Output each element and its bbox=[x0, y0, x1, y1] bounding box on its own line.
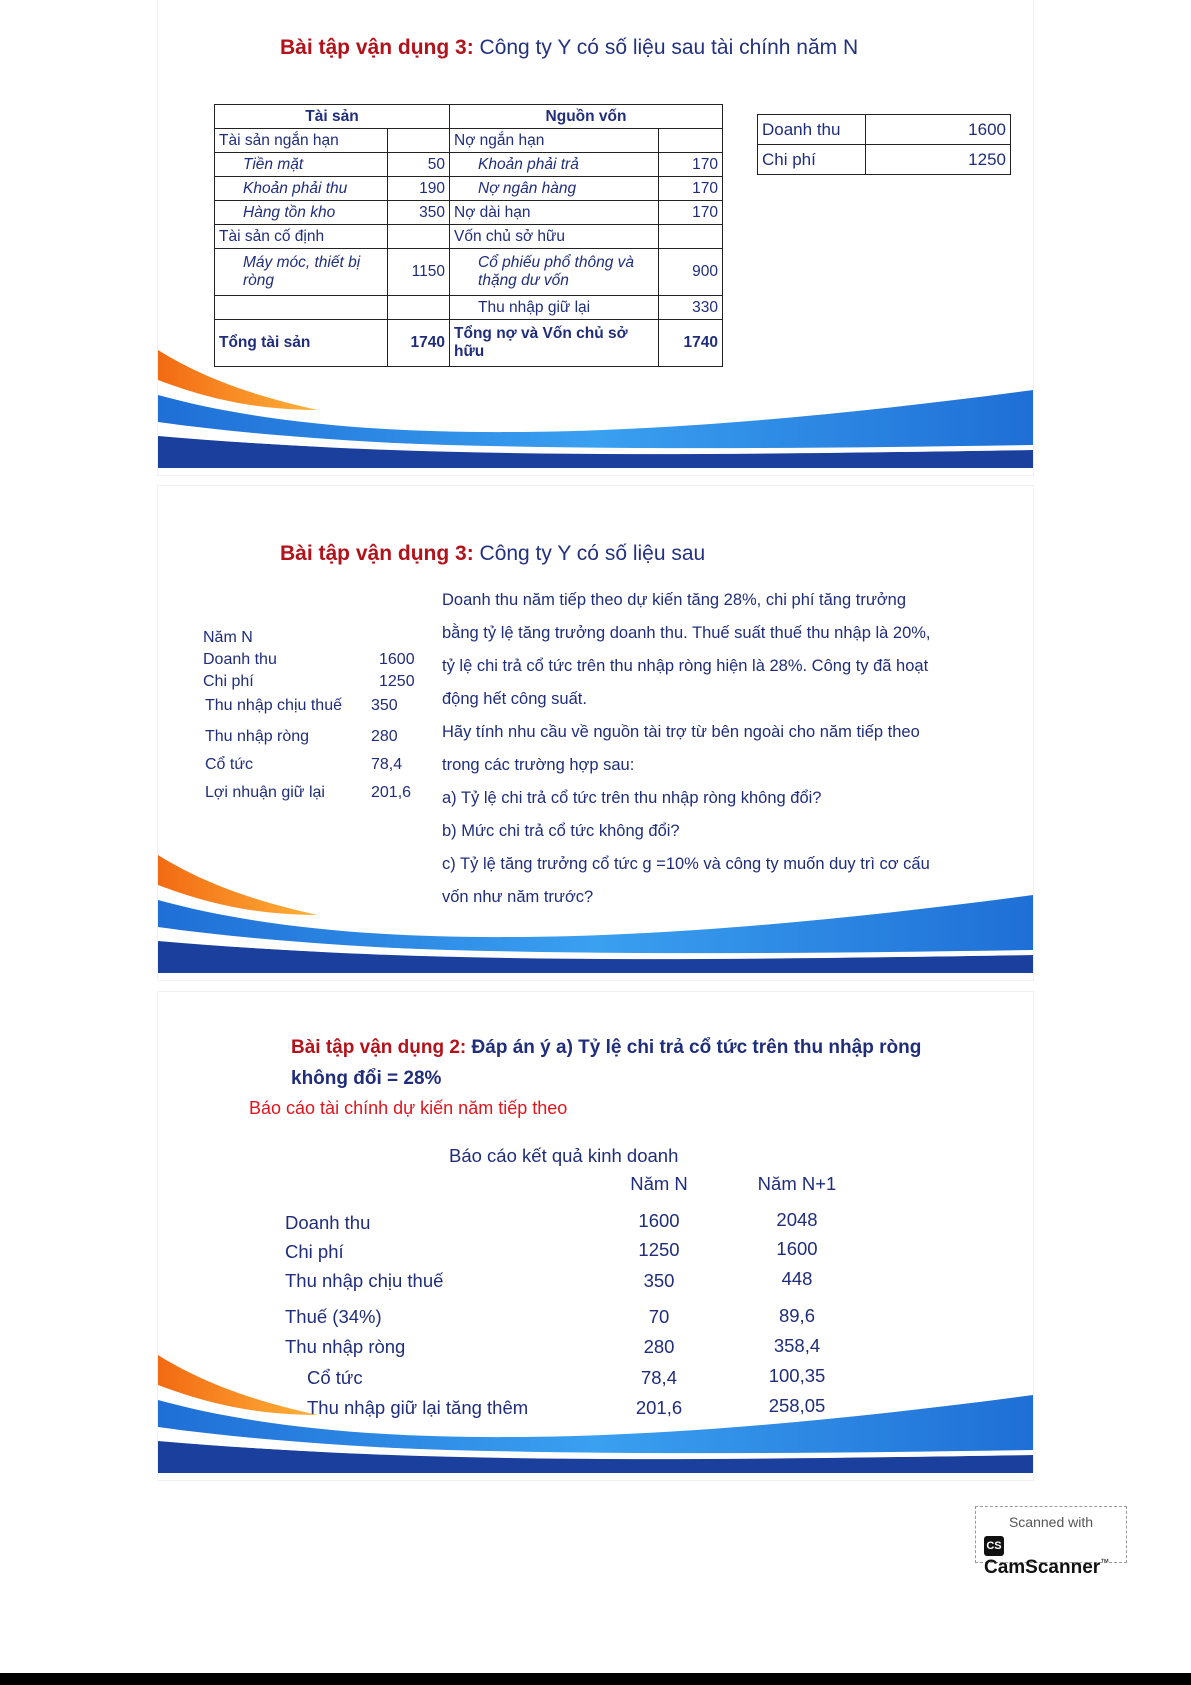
item-label: Cổ tức bbox=[205, 756, 254, 773]
camscanner-logo-icon: CS bbox=[984, 1536, 1004, 1556]
asset-value: 350 bbox=[388, 201, 450, 225]
title-text: Đáp án ý a) Tỷ lệ chi trả cổ tức trên thu nhập ròng bbox=[466, 1037, 922, 1058]
table-row bbox=[215, 249, 723, 296]
source-label: Vốn chủ sở hữu bbox=[450, 225, 659, 249]
asset-value: 50 bbox=[388, 153, 450, 177]
slide-1 bbox=[158, 0, 1033, 475]
row-value-n: 1600 bbox=[638, 1210, 680, 1231]
source-label: Nợ dài hạn bbox=[450, 201, 659, 225]
row-label: Thu nhập chịu thuế bbox=[285, 1270, 444, 1291]
paragraph-line: tỷ lệ chi trả cổ tức trên thu nhập ròng hiện là 28%. Công ty đã hoạt bbox=[442, 657, 929, 675]
asset-value: 190 bbox=[388, 177, 450, 201]
row-value-n: 280 bbox=[643, 1336, 675, 1357]
row-value-n: 70 bbox=[648, 1306, 670, 1327]
table-row bbox=[758, 115, 1011, 145]
source-label: Thu nhập giữ lại bbox=[450, 296, 659, 320]
cost-value: 1250 bbox=[866, 145, 1011, 175]
slide-2 bbox=[158, 486, 1033, 980]
title-text: Công ty Y có số liệu sau bbox=[473, 542, 706, 565]
title-text: Công ty Y có số liệu sau tài chính năm N bbox=[473, 36, 859, 59]
source-value: 330 bbox=[659, 296, 723, 320]
paragraph-line: Doanh thu năm tiếp theo dự kiến tăng 28%, chi phí tăng trưởng bbox=[442, 591, 907, 609]
table-row bbox=[758, 145, 1011, 175]
decorative-swoosh bbox=[158, 1355, 1033, 1480]
header-assets: Tài sản bbox=[215, 105, 450, 129]
slide-2-title bbox=[280, 542, 705, 566]
source-value: 170 bbox=[659, 201, 723, 225]
item-label: Chi phí bbox=[203, 673, 254, 690]
asset-label: Tiền mặt bbox=[215, 153, 388, 177]
asset-label bbox=[215, 296, 388, 320]
revenue-label: Doanh thu bbox=[758, 115, 866, 145]
table-row bbox=[215, 129, 723, 153]
item-value: 201,6 bbox=[371, 784, 412, 801]
item-label: Thu nhập ròng bbox=[205, 728, 310, 745]
row-label: Thuế (34%) bbox=[285, 1306, 382, 1327]
asset-label: Tài sản ngắn hạn bbox=[215, 129, 388, 153]
report-title: Báo cáo kết quả kinh doanh bbox=[449, 1145, 679, 1166]
item-value: 280 bbox=[371, 728, 398, 745]
camscanner-watermark bbox=[975, 1506, 1127, 1578]
row-label: Doanh thu bbox=[285, 1212, 371, 1233]
item-value: 78,4 bbox=[371, 756, 403, 773]
question-b: b) Mức chi trả cổ tức không đổi? bbox=[442, 822, 680, 840]
source-value: 900 bbox=[659, 249, 723, 296]
source-label: Tổng nợ và Vốn chủ sở hữu bbox=[450, 320, 659, 367]
asset-value bbox=[388, 296, 450, 320]
bottom-black-bar bbox=[0, 1673, 1191, 1685]
question-c: c) Tỷ lệ tăng trưởng cổ tức g =10% và công ty muốn duy trì cơ cấu bbox=[442, 855, 930, 873]
table-row bbox=[215, 201, 723, 225]
asset-label: Máy móc, thiết bị ròng bbox=[215, 249, 388, 296]
source-value: 170 bbox=[659, 153, 723, 177]
item-value: 1600 bbox=[379, 651, 415, 668]
asset-label: Hàng tồn kho bbox=[215, 201, 388, 225]
asset-value: 1740 bbox=[388, 320, 450, 367]
item-label: Doanh thu bbox=[203, 651, 277, 668]
asset-label: Tài sản cố định bbox=[215, 225, 388, 249]
row-value-n1: 2048 bbox=[776, 1209, 818, 1230]
row-value-n: 78,4 bbox=[640, 1367, 677, 1388]
table-row bbox=[215, 296, 723, 320]
paragraph-line: động hết công suất. bbox=[442, 690, 587, 708]
slide-3-title bbox=[291, 1037, 921, 1059]
title-label: Bài tập vận dụng 2: bbox=[291, 1037, 467, 1058]
source-label: Khoản phải trả bbox=[450, 153, 659, 177]
asset-value: 1150 bbox=[388, 249, 450, 296]
row-value-n1: 258,05 bbox=[768, 1395, 826, 1416]
asset-label: Khoản phải thu bbox=[215, 177, 388, 201]
subtitle: Báo cáo tài chính dự kiến năm tiếp theo bbox=[249, 1098, 568, 1118]
cost-label: Chi phí bbox=[758, 145, 866, 175]
source-value: 170 bbox=[659, 177, 723, 201]
title-label: Bài tập vận dụng 3: bbox=[280, 36, 474, 59]
paragraph-line: bằng tỷ lệ tăng trưởng doanh thu. Thuế suất thuế thu nhập là 20%, bbox=[442, 624, 931, 642]
title-line-2: không đổi = 28% bbox=[291, 1068, 442, 1089]
balance-sheet-table bbox=[214, 104, 723, 367]
source-value: 1740 bbox=[659, 320, 723, 367]
source-label: Nợ ngân hàng bbox=[450, 177, 659, 201]
revenue-value: 1600 bbox=[866, 115, 1011, 145]
source-value bbox=[659, 129, 723, 153]
row-value-n1: 358,4 bbox=[773, 1335, 821, 1356]
watermark-brand: CamScanner bbox=[984, 1557, 1101, 1578]
item-value: 350 bbox=[371, 697, 398, 714]
item-value: 1250 bbox=[379, 673, 415, 690]
row-label: Thu nhập ròng bbox=[285, 1336, 406, 1357]
row-value-n1: 1600 bbox=[776, 1238, 818, 1259]
header-sources: Nguồn vốn bbox=[450, 105, 723, 129]
table-row bbox=[215, 153, 723, 177]
paragraph-line: trong các trường hợp sau: bbox=[442, 756, 635, 774]
title-label: Bài tập vận dụng 3: bbox=[280, 542, 474, 565]
row-label: Chi phí bbox=[285, 1241, 344, 1262]
row-value-n: 350 bbox=[643, 1270, 675, 1291]
source-label: Nợ ngắn hạn bbox=[450, 129, 659, 153]
asset-label: Tổng tài sản bbox=[215, 320, 388, 367]
trademark-mark: ™ bbox=[1100, 1557, 1110, 1567]
col-header-year-n1: Năm N+1 bbox=[757, 1173, 837, 1194]
row-value-n: 1250 bbox=[638, 1239, 680, 1260]
decorative-swoosh bbox=[158, 350, 1033, 475]
table-row bbox=[215, 225, 723, 249]
row-label: Cổ tức bbox=[307, 1367, 363, 1388]
watermark-caption: Scanned with bbox=[1008, 1514, 1094, 1530]
row-value-n1: 100,35 bbox=[768, 1365, 826, 1386]
item-label: Thu nhập chịu thuế bbox=[205, 697, 342, 714]
question-a: a) Tỷ lệ chi trả cổ tức trên thu nhập ròng không đổi? bbox=[442, 789, 822, 807]
slide-3 bbox=[158, 992, 1033, 1480]
source-value bbox=[659, 225, 723, 249]
col-header-year-n: Năm N bbox=[630, 1173, 688, 1194]
decorative-swoosh bbox=[158, 855, 1033, 980]
source-label: Cổ phiếu phổ thông và thặng dư vốn bbox=[450, 249, 659, 296]
item-label: Lợi nhuận giữ lại bbox=[205, 784, 325, 801]
asset-value bbox=[388, 225, 450, 249]
slide-1-title bbox=[280, 36, 858, 60]
row-label: Thu nhập giữ lại tăng thêm bbox=[307, 1397, 529, 1418]
revenue-cost-table bbox=[757, 114, 1011, 175]
row-value-n1: 89,6 bbox=[778, 1305, 815, 1326]
paragraph-line: Hãy tính nhu cầu về nguồn tài trợ từ bên ngoài cho năm tiếp theo bbox=[442, 723, 920, 741]
question-c-cont: vốn như năm trước? bbox=[442, 888, 594, 906]
table-row bbox=[215, 177, 723, 201]
watermark-brand-row bbox=[984, 1535, 1126, 1579]
asset-value bbox=[388, 129, 450, 153]
row-value-n: 201,6 bbox=[635, 1397, 683, 1418]
year-label: Năm N bbox=[203, 629, 253, 646]
row-value-n1: 448 bbox=[781, 1268, 813, 1289]
